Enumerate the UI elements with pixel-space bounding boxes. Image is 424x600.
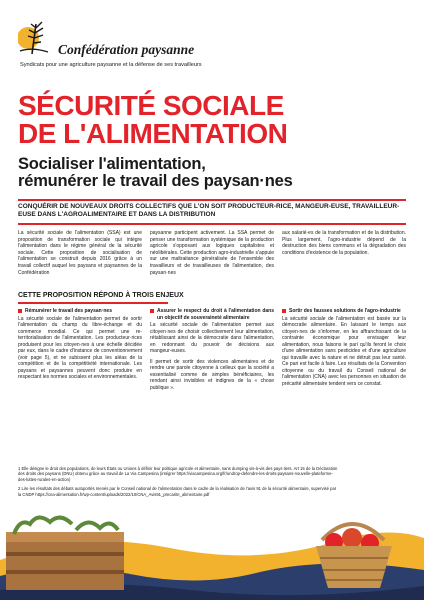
section-2-column-3 xyxy=(282,308,406,458)
page-subtitle xyxy=(18,156,408,190)
section-1-body xyxy=(18,230,406,282)
section-2-column-1 xyxy=(18,308,142,458)
section-1-column-1: La sécurité sociale de l'alimentation (SSA) est une proposition de transformation sociale qui intègre l'alimentation dans le régime général de la sécurité sociale. Cette proposition de socialisation de l'alimentation se construit depuis 2016 grâce à un travail collectif auquel les paysans et paysannes de la Confédération xyxy=(18,230,142,276)
section-2-column-2 xyxy=(150,308,274,458)
brand-name: Confédération paysanne xyxy=(58,42,195,57)
section-2-body xyxy=(18,308,406,458)
red-square-bullet-icon xyxy=(282,309,286,313)
issue-paragraph: Il permet de sortir des violences alimentaires et de rendre une parole citoyenne à celleux que la société a essentialisé comme de simples bénéficiaires, les rendant ainsi invisibles et indignes de la « chose publique ». xyxy=(150,358,274,391)
issue-heading: Rémunérer le travail des paysan·nes xyxy=(18,308,142,315)
red-square-bullet-icon xyxy=(150,309,154,313)
section-1-bottom-rule xyxy=(18,223,406,225)
footnote-2: 2 Lire les résultats des débats autoportés menés par le Conseil national de l'alimentation dans le cadre de la réalisation de l'avis 91 de la sécurité alimentaire, supervisé par la CNDP https://cna-alimentation.fr/wp-content/uploads/2022/10/CNA_Avis91_precarite_alimentaire.pdf xyxy=(18,486,337,497)
subtitle-line-1: Socialiser l'alimentation, xyxy=(18,155,206,173)
title-line-1: SÉCURITÉ SOCIALE xyxy=(18,90,284,121)
section-2-rule xyxy=(18,302,168,304)
title-line-2: DE L'ALIMENTATION xyxy=(18,118,288,149)
red-square-bullet-icon xyxy=(18,309,22,313)
issue-paragraph: La sécurité sociale de l'alimentation est basée sur la démocratie alimentaire. En laissant le temps aux citoyen·nes de s'informer, en les affranchissant de la contrainte économique pour envisager leur alimentation, nous faisons le pari qu'ils feront le choix d'une alimentation sans pesticides et d'une agriculture qui travaille avec la nature et ne détruit pas leur santé. Ce pari est facile à faire. Les résultats de la Convention citoyenne ou du travail du Conseil national de l'alimentation (CNA) avec les personnes en situation de précarité alimentaire tendent vers ce constat. xyxy=(282,315,406,387)
subtitle-line-2: rémunérer le travail des paysan·nes xyxy=(18,172,293,190)
issue-paragraph: La sécurité sociale de l'alimentation permet aux citoyen·nes de choisir collectivement leur alimentation, rétablissant ainsi de la démocratie dans l'alimentation, en redonnant du pouvoir de décisions aux mangeur·euses. xyxy=(150,322,274,354)
brand-tagline: Syndicats pour une agriculture paysanne et la défense de ses travailleurs xyxy=(20,62,202,68)
issue-heading: Assurer le respect du droit à l'alimentation dans un objectif de souveraineté alimentaire xyxy=(150,308,274,321)
farm-landscape-illustration xyxy=(0,490,424,600)
section-1-column-3: aux salarié·es de la transformation et de la distribution. Plus largement, l'agro-industrie dépend de la destruction des biens communs et la dégradation des conditions d'existence de la population. xyxy=(282,230,406,256)
brand-logo xyxy=(18,18,228,80)
sun-wheat-logo-icon xyxy=(18,18,54,58)
section-1-heading: CONQUÉRIR DE NOUVEAUX DROITS COLLECTIFS QUE L'ON SOIT PRODUCTEUR-RICE, MANGEUR-EUSE, TRAVAILLEUR-EUSE DANS L'AGROALIMENTAIRE ET DANS LA DISTRIBUTION xyxy=(18,203,400,218)
issue-heading: Sortir des fausses solutions de l'agro-industrie xyxy=(282,308,406,315)
vegetable-crate-icon xyxy=(6,517,124,590)
section-1-top-rule xyxy=(18,199,406,201)
footnote-1: 1 Elle désigne le droit des populations, de leurs États ou Unions à définir leur politique agricole et alimentaire, sans dumping vis-à-vis des pays tiers. Art 15 de la Déclaration des droits des paysans (DNU) obtenu grâce au travail de La Via Campesina (intégrer https://viacampesina.org/fr/undrop-defendre-les-droits-paysans-nouvelle-plateforme-des-luttes-rurales-en-action) xyxy=(18,466,338,482)
page-title xyxy=(18,92,408,148)
issue-paragraph: La sécurité sociale de l'alimentation permet de sortir l'alimentation du champ du libre-échange et du commerce mondial. Ce qui permet une re-territorialisation de l'alimentation. Les producteur·rices produisent pour les citoyen·nes à une échelle décidée par eux, dans le cadre d'instance de conventionnement (voir page 5), et ne subissent plus les aléas de la compétition et de la compétitivité internationale. Les paysans et paysannes peuvent donc produire en respectant les normes sociales et environnementales. xyxy=(18,315,142,380)
section-2-heading: CETTE PROPOSITION RÉPOND À TROIS ENJEUX xyxy=(18,292,184,299)
section-1-column-2: paysanne participent activement. La SSA permet de penser une transformation systémique de la production agricole s'opposant aux logiques capitalistes et néolibérales. Cette production agro-industrielle s'appuie sur une maltraitance généralisée de l'ensemble des travailleurs et de travailleuses de l'alimentation, des paysan·nes xyxy=(150,230,274,276)
